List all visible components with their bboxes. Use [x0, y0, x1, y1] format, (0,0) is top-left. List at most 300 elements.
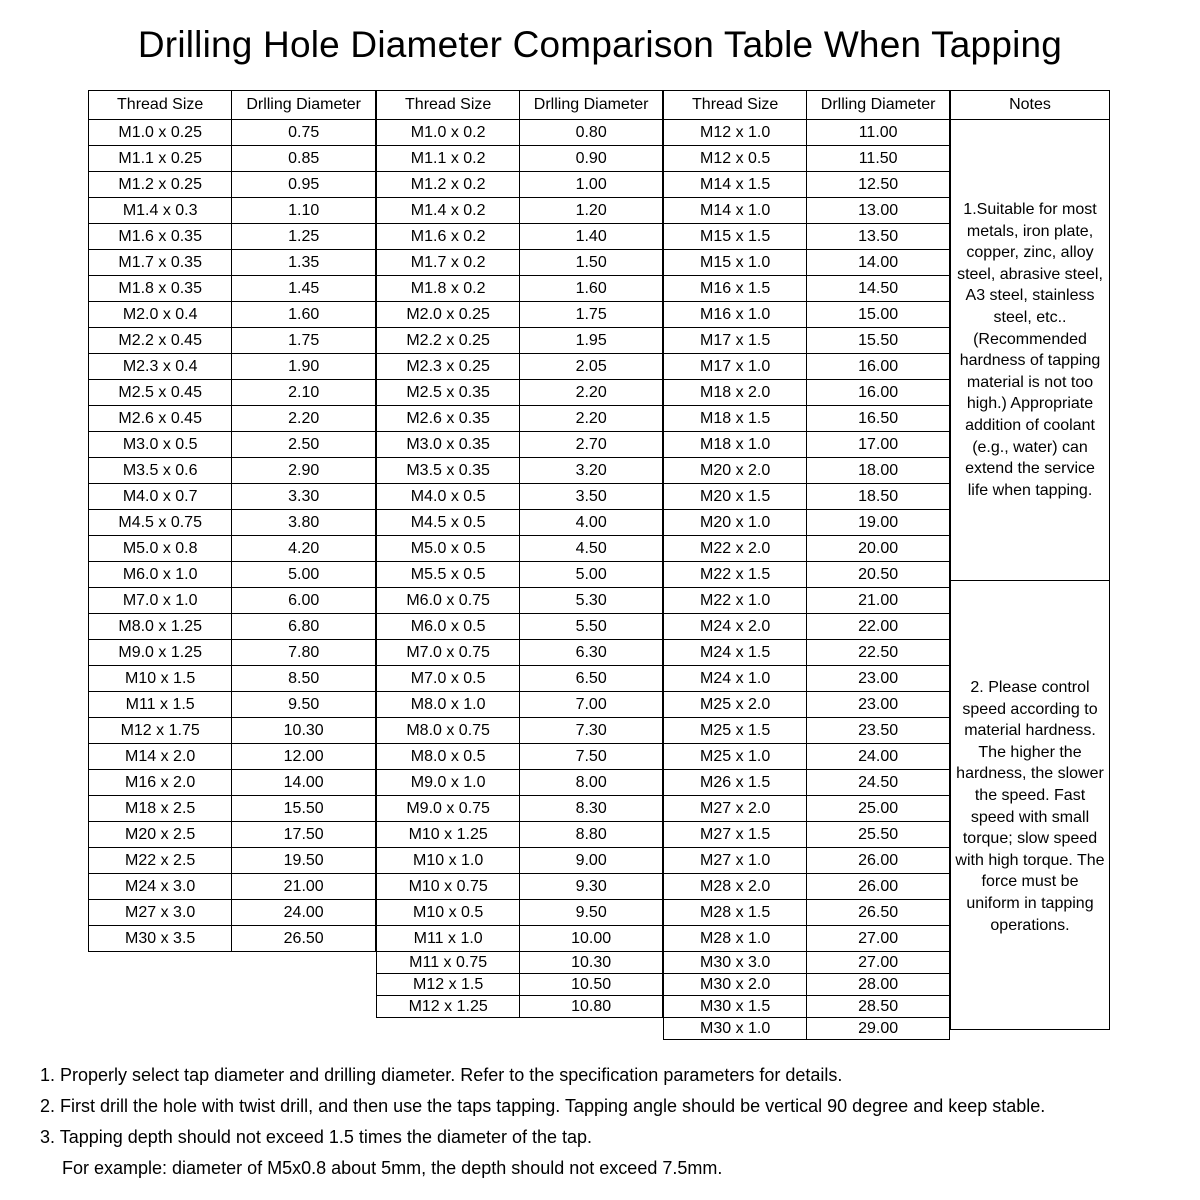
- drilling-diameter-cell: 19.00: [807, 510, 950, 536]
- drilling-diameter-cell: 1.00: [520, 172, 663, 198]
- thread-size-cell: M1.7 x 0.2: [377, 250, 520, 276]
- thread-size-cell: M1.6 x 0.35: [89, 224, 232, 250]
- drilling-diameter-cell: 5.00: [232, 562, 376, 588]
- thread-size-cell: M17 x 1.0: [664, 354, 807, 380]
- drilling-diameter-cell: 0.75: [232, 120, 376, 146]
- thread-size-cell: M12 x 0.5: [664, 146, 807, 172]
- thread-size-cell: M22 x 2.5: [89, 848, 232, 874]
- drilling-diameter-cell: 9.50: [232, 692, 376, 718]
- thread-size-cell: M20 x 1.0: [664, 510, 807, 536]
- header-thread-size: Thread Size: [89, 91, 232, 120]
- thread-size-cell: M18 x 1.5: [664, 406, 807, 432]
- thread-size-cell: M24 x 1.5: [664, 640, 807, 666]
- table-row: [377, 770, 663, 796]
- header-drilling-diameter: Drlling Diameter: [807, 91, 950, 120]
- drilling-diameter-cell: 2.10: [232, 380, 376, 406]
- drilling-diameter-cell: 28.50: [807, 996, 950, 1018]
- table-block-3: [663, 90, 950, 1040]
- drilling-diameter-cell: 29.00: [807, 1018, 950, 1040]
- drilling-diameter-cell: 17.00: [807, 432, 950, 458]
- drilling-diameter-cell: 7.00: [520, 692, 663, 718]
- table-row: [664, 666, 950, 692]
- thread-size-cell: M14 x 1.0: [664, 198, 807, 224]
- drilling-diameter-cell: 14.00: [807, 250, 950, 276]
- thread-size-cell: M11 x 1.5: [89, 692, 232, 718]
- table-row: [664, 120, 950, 146]
- drilling-diameter-cell: 20.50: [807, 562, 950, 588]
- drilling-diameter-cell: 27.00: [807, 952, 950, 974]
- thread-size-cell: M1.1 x 0.2: [377, 146, 520, 172]
- table-row: [377, 974, 663, 996]
- thread-size-cell: M15 x 1.5: [664, 224, 807, 250]
- drilling-diameter-cell: 10.50: [520, 974, 663, 996]
- thread-size-cell: M1.4 x 0.2: [377, 198, 520, 224]
- table-row: [664, 718, 950, 744]
- thread-size-cell: M27 x 1.5: [664, 822, 807, 848]
- drilling-diameter-cell: 6.50: [520, 666, 663, 692]
- drilling-diameter-cell: 10.00: [520, 926, 663, 952]
- thread-size-cell: M30 x 1.5: [664, 996, 807, 1018]
- drilling-diameter-cell: 28.00: [807, 974, 950, 996]
- drilling-diameter-cell: 1.40: [520, 224, 663, 250]
- drilling-diameter-cell: 17.50: [232, 822, 376, 848]
- drilling-diameter-cell: 9.30: [520, 874, 663, 900]
- thread-size-cell: M18 x 2.5: [89, 796, 232, 822]
- thread-size-cell: M8.0 x 0.75: [377, 718, 520, 744]
- table-row: [89, 770, 376, 796]
- thread-size-cell: M3.5 x 0.35: [377, 458, 520, 484]
- thread-size-cell: M8.0 x 1.0: [377, 692, 520, 718]
- table-row: [89, 354, 376, 380]
- thread-size-cell: M8.0 x 0.5: [377, 744, 520, 770]
- table-row: [664, 484, 950, 510]
- note-2: 2. Please control speed according to material hardness. The higher the hardness, the slower the speed. Fast speed with small torque; slow speed with high torque. The force must be uniform in tapping operations.: [955, 679, 1105, 934]
- thread-size-cell: M15 x 1.0: [664, 250, 807, 276]
- drilling-diameter-cell: 19.50: [232, 848, 376, 874]
- table-row: [89, 926, 376, 952]
- table-row: [377, 172, 663, 198]
- drilling-diameter-cell: 10.30: [520, 952, 663, 974]
- table-row: [377, 198, 663, 224]
- table-row: [664, 874, 950, 900]
- drilling-diameter-cell: 8.30: [520, 796, 663, 822]
- drilling-diameter-cell: 21.00: [232, 874, 376, 900]
- thread-size-cell: M14 x 1.5: [664, 172, 807, 198]
- thread-size-cell: M4.5 x 0.5: [377, 510, 520, 536]
- thread-size-cell: M2.0 x 0.25: [377, 302, 520, 328]
- table-row: [377, 406, 663, 432]
- drilling-diameter-cell: 15.50: [807, 328, 950, 354]
- drilling-diameter-cell: 24.00: [807, 744, 950, 770]
- thread-size-cell: M1.0 x 0.2: [377, 120, 520, 146]
- thread-size-cell: M12 x 1.5: [377, 974, 520, 996]
- drilling-diameter-cell: 18.50: [807, 484, 950, 510]
- thread-size-cell: M30 x 2.0: [664, 974, 807, 996]
- thread-size-cell: M1.4 x 0.3: [89, 198, 232, 224]
- drilling-diameter-cell: 10.30: [232, 718, 376, 744]
- table-row: [664, 848, 950, 874]
- table-row: [377, 536, 663, 562]
- table-row: [664, 744, 950, 770]
- thread-size-cell: M4.5 x 0.75: [89, 510, 232, 536]
- table-row: [377, 874, 663, 900]
- table-row: [664, 770, 950, 796]
- drilling-diameter-cell: 1.25: [232, 224, 376, 250]
- drilling-diameter-cell: 1.45: [232, 276, 376, 302]
- table-row: [377, 718, 663, 744]
- table-block-1: [88, 90, 376, 952]
- table-row: [664, 172, 950, 198]
- table-row: [664, 614, 950, 640]
- table-row: [89, 302, 376, 328]
- drilling-diameter-cell: 25.00: [807, 796, 950, 822]
- drilling-diameter-cell: 24.50: [807, 770, 950, 796]
- thread-size-cell: M16 x 1.5: [664, 276, 807, 302]
- table-row: [377, 250, 663, 276]
- table-row: [664, 996, 950, 1018]
- thread-size-cell: M24 x 1.0: [664, 666, 807, 692]
- table-row: [664, 250, 950, 276]
- drilling-diameter-cell: 12.50: [807, 172, 950, 198]
- thread-size-cell: M3.5 x 0.6: [89, 458, 232, 484]
- table-row: [377, 614, 663, 640]
- thread-size-cell: M2.2 x 0.45: [89, 328, 232, 354]
- table-row: [664, 588, 950, 614]
- thread-size-cell: M2.0 x 0.4: [89, 302, 232, 328]
- drilling-diameter-cell: 0.90: [520, 146, 663, 172]
- drilling-diameter-cell: 5.50: [520, 614, 663, 640]
- thread-size-cell: M1.2 x 0.25: [89, 172, 232, 198]
- drilling-diameter-cell: 26.50: [232, 926, 376, 952]
- thread-size-cell: M2.2 x 0.25: [377, 328, 520, 354]
- footnotes: [40, 1060, 1180, 1184]
- table-row: [377, 640, 663, 666]
- drilling-diameter-cell: 2.20: [520, 406, 663, 432]
- drilling-diameter-cell: 16.00: [807, 354, 950, 380]
- thread-size-cell: M9.0 x 0.75: [377, 796, 520, 822]
- drilling-diameter-cell: 27.00: [807, 926, 950, 952]
- table-row: [89, 406, 376, 432]
- thread-size-cell: M30 x 3.5: [89, 926, 232, 952]
- thread-size-cell: M25 x 1.0: [664, 744, 807, 770]
- thread-size-cell: M17 x 1.5: [664, 328, 807, 354]
- table-row: [377, 744, 663, 770]
- table-row: [89, 328, 376, 354]
- thread-size-cell: M2.6 x 0.45: [89, 406, 232, 432]
- drilling-diameter-cell: 16.50: [807, 406, 950, 432]
- header-thread-size: Thread Size: [377, 91, 520, 120]
- thread-size-cell: M10 x 0.5: [377, 900, 520, 926]
- header-drilling-diameter: Drlling Diameter: [520, 91, 663, 120]
- table-row: [89, 874, 376, 900]
- thread-size-cell: M5.0 x 0.8: [89, 536, 232, 562]
- table-row: [664, 692, 950, 718]
- drilling-diameter-cell: 7.80: [232, 640, 376, 666]
- table-row: [377, 302, 663, 328]
- table-row: [377, 848, 663, 874]
- thread-size-cell: M2.5 x 0.35: [377, 380, 520, 406]
- table-row: [377, 146, 663, 172]
- footnote-3: 3. Tapping depth should not exceed 1.5 times the diameter of the tap.: [40, 1127, 593, 1147]
- table-row: [89, 458, 376, 484]
- drilling-diameter-cell: 1.50: [520, 250, 663, 276]
- thread-size-cell: M10 x 0.75: [377, 874, 520, 900]
- drilling-diameter-cell: 2.90: [232, 458, 376, 484]
- drilling-diameter-cell: 20.00: [807, 536, 950, 562]
- table-row: [664, 432, 950, 458]
- drilling-diameter-cell: 23.00: [807, 692, 950, 718]
- thread-size-cell: M14 x 2.0: [89, 744, 232, 770]
- thread-size-cell: M11 x 0.75: [377, 952, 520, 974]
- table-row: [664, 354, 950, 380]
- table-row: [377, 224, 663, 250]
- drilling-diameter-cell: 5.00: [520, 562, 663, 588]
- drill-comparison-table: [88, 90, 1112, 1037]
- thread-size-cell: M1.2 x 0.2: [377, 172, 520, 198]
- table-row: [89, 900, 376, 926]
- drilling-diameter-cell: 6.30: [520, 640, 663, 666]
- thread-size-cell: M27 x 1.0: [664, 848, 807, 874]
- drilling-diameter-cell: 10.80: [520, 996, 663, 1018]
- thread-size-cell: M22 x 2.0: [664, 536, 807, 562]
- table-row: [89, 380, 376, 406]
- drilling-diameter-cell: 7.30: [520, 718, 663, 744]
- notes-header: Notes: [951, 91, 1109, 120]
- drilling-diameter-cell: 7.50: [520, 744, 663, 770]
- thread-size-cell: M4.0 x 0.7: [89, 484, 232, 510]
- table-row: [89, 536, 376, 562]
- drilling-diameter-cell: 3.30: [232, 484, 376, 510]
- table-body: [664, 120, 950, 1040]
- drilling-diameter-cell: 2.70: [520, 432, 663, 458]
- thread-size-cell: M10 x 1.0: [377, 848, 520, 874]
- drilling-diameter-cell: 11.00: [807, 120, 950, 146]
- drilling-diameter-cell: 15.50: [232, 796, 376, 822]
- thread-size-cell: M16 x 2.0: [89, 770, 232, 796]
- table-row: [89, 692, 376, 718]
- thread-size-cell: M7.0 x 0.5: [377, 666, 520, 692]
- footnote-example: For example: diameter of M5x0.8 about 5mm, the depth should not exceed 7.5mm.: [62, 1158, 723, 1178]
- thread-size-cell: M6.0 x 1.0: [89, 562, 232, 588]
- thread-size-cell: M30 x 3.0: [664, 952, 807, 974]
- table-row: [664, 796, 950, 822]
- thread-size-cell: M18 x 1.0: [664, 432, 807, 458]
- thread-size-cell: M12 x 1.0: [664, 120, 807, 146]
- table-row: [377, 926, 663, 952]
- table-row: [664, 900, 950, 926]
- drilling-diameter-cell: 15.00: [807, 302, 950, 328]
- table-row: [89, 484, 376, 510]
- table-row: [377, 588, 663, 614]
- table-row: [89, 146, 376, 172]
- note-1: 1.Suitable for most metals, iron plate, copper, zinc, alloy steel, abrasive steel, A3 steel, stainless steel, etc..(Recommended hardness of tapping material is not too high.) Appropriate addition of coolant (e.g., water) can extend the service life when tapping.: [957, 201, 1103, 499]
- thread-size-cell: M2.5 x 0.45: [89, 380, 232, 406]
- thread-size-cell: M1.1 x 0.25: [89, 146, 232, 172]
- table-row: [377, 484, 663, 510]
- thread-size-cell: M22 x 1.0: [664, 588, 807, 614]
- drilling-diameter-cell: 1.95: [520, 328, 663, 354]
- drilling-diameter-cell: 3.20: [520, 458, 663, 484]
- drilling-diameter-cell: 9.50: [520, 900, 663, 926]
- table-row: [664, 822, 950, 848]
- table-row: [664, 1018, 950, 1040]
- drilling-diameter-cell: 23.50: [807, 718, 950, 744]
- table-row: [377, 952, 663, 974]
- drilling-diameter-cell: 23.00: [807, 666, 950, 692]
- thread-size-cell: M11 x 1.0: [377, 926, 520, 952]
- thread-size-cell: M27 x 2.0: [664, 796, 807, 822]
- drilling-diameter-cell: 4.20: [232, 536, 376, 562]
- footnote-1: 1. Properly select tap diameter and drilling diameter. Refer to the specification parameters for details.: [40, 1065, 843, 1085]
- thread-size-cell: M2.3 x 0.25: [377, 354, 520, 380]
- drilling-diameter-cell: 4.50: [520, 536, 663, 562]
- drilling-diameter-cell: 3.80: [232, 510, 376, 536]
- drilling-diameter-cell: 1.60: [232, 302, 376, 328]
- table-row: [377, 692, 663, 718]
- table-row: [664, 458, 950, 484]
- thread-size-cell: M9.0 x 1.25: [89, 640, 232, 666]
- drilling-diameter-cell: 1.60: [520, 276, 663, 302]
- table-row: [89, 666, 376, 692]
- thread-size-cell: M20 x 2.0: [664, 458, 807, 484]
- table-row: [664, 510, 950, 536]
- thread-size-cell: M26 x 1.5: [664, 770, 807, 796]
- thread-size-cell: M22 x 1.5: [664, 562, 807, 588]
- thread-size-cell: M4.0 x 0.5: [377, 484, 520, 510]
- drilling-diameter-cell: 1.90: [232, 354, 376, 380]
- drilling-diameter-cell: 13.00: [807, 198, 950, 224]
- table-row: [89, 614, 376, 640]
- thread-size-cell: M28 x 2.0: [664, 874, 807, 900]
- page-title: Drilling Hole Diameter Comparison Table When Tapping: [137, 24, 1063, 65]
- notes-divider: [951, 580, 1109, 581]
- table-row: [377, 510, 663, 536]
- drilling-diameter-cell: 22.00: [807, 614, 950, 640]
- drilling-diameter-cell: 8.80: [520, 822, 663, 848]
- thread-size-cell: M2.3 x 0.4: [89, 354, 232, 380]
- drilling-diameter-cell: 0.80: [520, 120, 663, 146]
- table-row: [377, 666, 663, 692]
- thread-size-cell: M28 x 1.0: [664, 926, 807, 952]
- table-row: [89, 432, 376, 458]
- drilling-diameter-cell: 26.00: [807, 874, 950, 900]
- header-drilling-diameter: Drlling Diameter: [232, 91, 376, 120]
- drilling-diameter-cell: 1.10: [232, 198, 376, 224]
- drilling-diameter-cell: 6.00: [232, 588, 376, 614]
- table-row: [377, 900, 663, 926]
- thread-size-cell: M2.6 x 0.35: [377, 406, 520, 432]
- thread-size-cell: M27 x 3.0: [89, 900, 232, 926]
- thread-size-cell: M8.0 x 1.25: [89, 614, 232, 640]
- table-row: [89, 198, 376, 224]
- thread-size-cell: M20 x 1.5: [664, 484, 807, 510]
- thread-size-cell: M20 x 2.5: [89, 822, 232, 848]
- table-row: [377, 796, 663, 822]
- thread-size-cell: M10 x 1.5: [89, 666, 232, 692]
- thread-size-cell: M1.7 x 0.35: [89, 250, 232, 276]
- table-row: [664, 640, 950, 666]
- table-row: [89, 848, 376, 874]
- table-row: [89, 276, 376, 302]
- table-row: [377, 822, 663, 848]
- drilling-diameter-cell: 3.50: [520, 484, 663, 510]
- table-row: [89, 250, 376, 276]
- table-row: [89, 744, 376, 770]
- thread-size-cell: M1.6 x 0.2: [377, 224, 520, 250]
- drilling-diameter-cell: 4.00: [520, 510, 663, 536]
- thread-size-cell: M28 x 1.5: [664, 900, 807, 926]
- thread-size-cell: M1.8 x 0.35: [89, 276, 232, 302]
- drilling-diameter-cell: 8.50: [232, 666, 376, 692]
- thread-size-cell: M1.0 x 0.25: [89, 120, 232, 146]
- table-row: [664, 562, 950, 588]
- drilling-diameter-cell: 0.95: [232, 172, 376, 198]
- drilling-diameter-cell: 0.85: [232, 146, 376, 172]
- table-row: [89, 120, 376, 146]
- thread-size-cell: M10 x 1.25: [377, 822, 520, 848]
- drilling-diameter-cell: 2.20: [520, 380, 663, 406]
- table-row: [377, 562, 663, 588]
- drilling-diameter-cell: 16.00: [807, 380, 950, 406]
- table-row: [377, 354, 663, 380]
- drilling-diameter-cell: 14.00: [232, 770, 376, 796]
- table-row: [89, 510, 376, 536]
- table-row: [89, 822, 376, 848]
- table-row: [89, 588, 376, 614]
- table-row: [89, 224, 376, 250]
- drilling-diameter-cell: 1.75: [520, 302, 663, 328]
- thread-size-cell: M3.0 x 0.5: [89, 432, 232, 458]
- drilling-diameter-cell: 24.00: [232, 900, 376, 926]
- thread-size-cell: M24 x 3.0: [89, 874, 232, 900]
- thread-size-cell: M9.0 x 1.0: [377, 770, 520, 796]
- table-row: [664, 224, 950, 250]
- table-row: [664, 974, 950, 996]
- table-row: [377, 380, 663, 406]
- table-row: [377, 120, 663, 146]
- drilling-diameter-cell: 18.00: [807, 458, 950, 484]
- table-body: [377, 120, 663, 1018]
- thread-size-cell: M16 x 1.0: [664, 302, 807, 328]
- table-row: [377, 276, 663, 302]
- drilling-diameter-cell: 1.35: [232, 250, 376, 276]
- notes-column: [950, 90, 1110, 1030]
- drilling-diameter-cell: 1.75: [232, 328, 376, 354]
- drilling-diameter-cell: 11.50: [807, 146, 950, 172]
- drilling-diameter-cell: 2.05: [520, 354, 663, 380]
- table-body: [89, 120, 376, 952]
- thread-size-cell: M25 x 1.5: [664, 718, 807, 744]
- thread-size-cell: M25 x 2.0: [664, 692, 807, 718]
- table-row: [377, 328, 663, 354]
- drilling-diameter-cell: 13.50: [807, 224, 950, 250]
- table-row: [664, 276, 950, 302]
- table-row: [664, 926, 950, 952]
- thread-size-cell: M1.8 x 0.2: [377, 276, 520, 302]
- table-row: [664, 328, 950, 354]
- thread-size-cell: M30 x 1.0: [664, 1018, 807, 1040]
- table-row: [664, 406, 950, 432]
- drilling-diameter-cell: 2.20: [232, 406, 376, 432]
- drilling-diameter-cell: 26.00: [807, 848, 950, 874]
- drilling-diameter-cell: 9.00: [520, 848, 663, 874]
- drilling-diameter-cell: 1.20: [520, 198, 663, 224]
- thread-size-cell: M18 x 2.0: [664, 380, 807, 406]
- table-row: [89, 640, 376, 666]
- thread-size-cell: M5.0 x 0.5: [377, 536, 520, 562]
- table-row: [89, 796, 376, 822]
- drilling-diameter-cell: 12.00: [232, 744, 376, 770]
